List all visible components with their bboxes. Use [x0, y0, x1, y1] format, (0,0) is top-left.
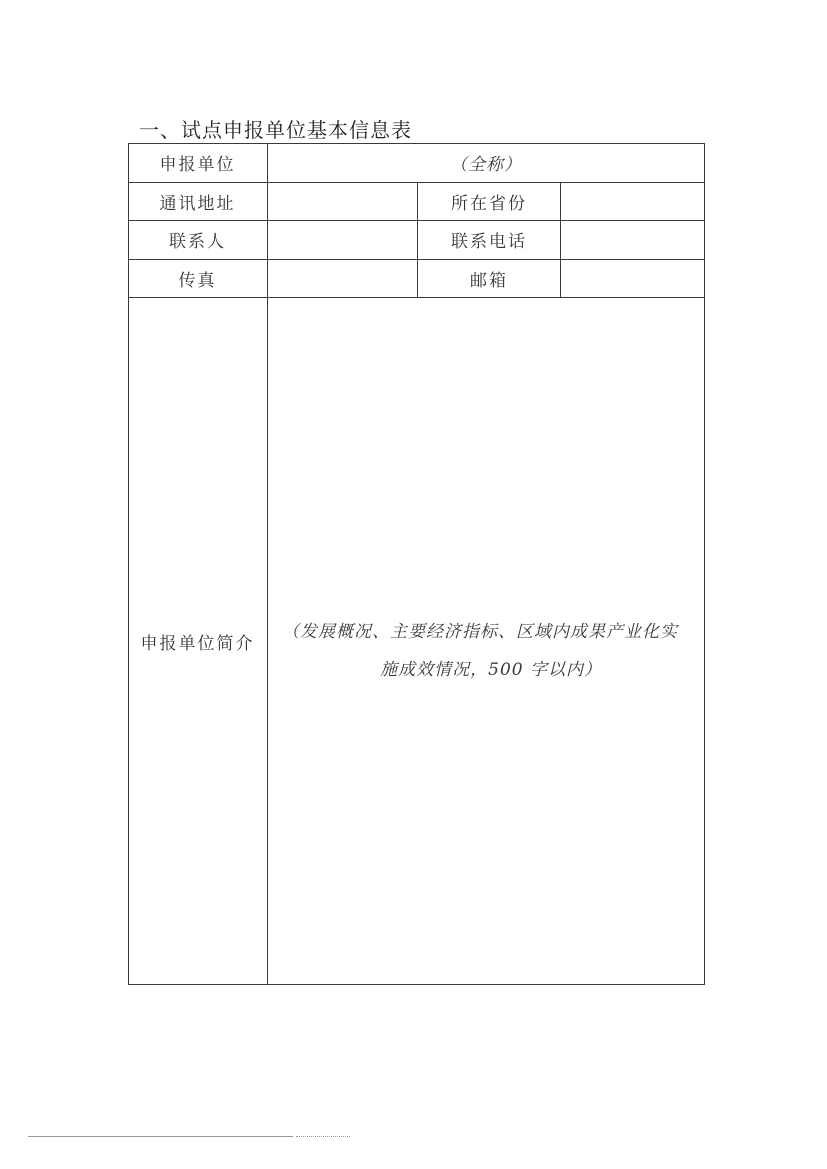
contact-person-field[interactable] [268, 220, 417, 259]
phone-field[interactable] [561, 220, 704, 259]
table-border-right [704, 143, 705, 985]
email-label: 邮箱 [470, 270, 508, 291]
phone-label: 联系电话 [451, 232, 527, 252]
page-heading: 一、试点申报单位基本信息表 [139, 118, 412, 142]
unit-name-field[interactable]: （全称） [450, 155, 522, 175]
province-label: 所在省份 [451, 193, 527, 214]
unit-label: 申报单位 [159, 155, 236, 175]
province-field[interactable] [561, 182, 704, 220]
intro-hint-line-2: 施成效情况，500 字以内） [380, 660, 602, 680]
intro-hint [270, 613, 702, 689]
basic-info-form [128, 143, 705, 985]
intro-hint-line-1: （发展概况、主要经济指标、区域内成果产业化实 [282, 622, 678, 642]
email-field[interactable] [561, 259, 704, 297]
footer-rule [28, 1136, 293, 1137]
fax-field[interactable] [268, 259, 417, 297]
address-field[interactable] [268, 182, 417, 220]
contact-person-label: 联系人 [169, 232, 226, 252]
intro-label: 申报单位简介 [140, 633, 255, 654]
footer-dotted-rule [296, 1133, 350, 1137]
table-border-bottom [128, 984, 705, 985]
fax-label: 传真 [178, 270, 217, 291]
address-label: 通讯地址 [159, 193, 236, 214]
